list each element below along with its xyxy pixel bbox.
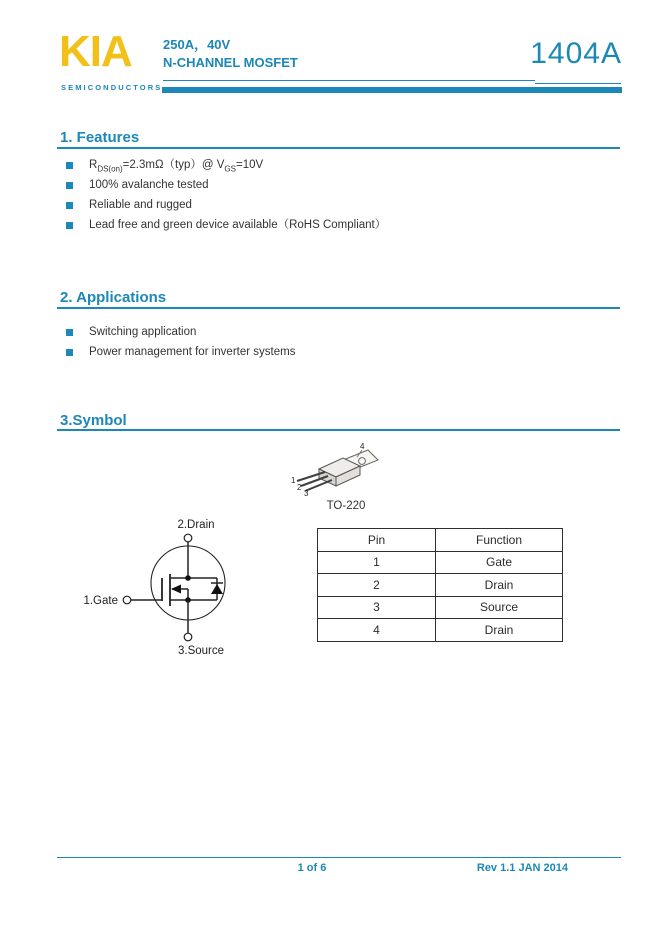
table-row [318,551,563,574]
function-cell: Drain [436,574,563,597]
package-name-label: TO-220 [326,500,366,512]
drain-label: 2.Drain [177,519,215,531]
pin-cell: 4 [318,619,436,642]
function-column-header: Function [436,529,563,552]
pin4-number: 4 [360,442,365,451]
features-rule [57,147,620,149]
feature-text: Lead free and green device available（RoHS Compliant） [89,219,387,231]
page-number: 1 of 6 [297,862,327,874]
bullet-square-icon [66,182,73,189]
bullet-square-icon [66,349,73,356]
drain-node-dot [185,575,191,581]
part-number-underline [535,83,621,84]
feature-text: 100% avalanche tested [89,179,209,191]
table-row [318,574,563,597]
gate-label: 1.Gate [83,595,118,607]
device-description [163,36,298,72]
feature-item-rdson [60,158,386,178]
part-number: 1404A [530,37,622,70]
bullet-square-icon [66,329,73,336]
bullet-square-icon [66,222,73,229]
pin-column-header: Pin [318,529,436,552]
table-row [318,619,563,642]
function-cell: Gate [436,551,563,574]
logo-subtitle: SEMICONDUCTORS [61,83,163,92]
application-item [60,325,295,345]
mounting-hole [359,458,366,465]
pin3-number: 3 [304,489,309,498]
applications-title: 2. Applications [60,289,167,306]
device-type: N-CHANNEL MOSFET [163,55,298,70]
bullet-square-icon [66,202,73,209]
symbol-rule [57,429,620,431]
application-text: Power management for inverter systems [89,346,296,358]
source-terminal [184,633,192,641]
applications-list [60,325,295,365]
drain-terminal [184,534,192,542]
mosfet-symbol-figure [78,516,293,666]
device-rating: 250A，40V [163,37,231,52]
table-header-row [318,529,563,552]
application-text: Switching application [89,326,197,338]
features-title: 1. Features [60,129,140,146]
application-item [60,345,295,365]
feature-text: Reliable and rugged [89,199,192,211]
footer-rule [57,857,621,858]
function-cell: Drain [436,619,563,642]
header-thin-rule [163,80,535,81]
kia-logo: KIA [59,27,132,76]
table-row [318,596,563,619]
feature-item [60,218,386,238]
feature-item [60,178,386,198]
pin1-number: 1 [291,476,296,485]
pin-cell: 2 [318,574,436,597]
revision-label: Rev 1.1 JAN 2014 [476,862,568,874]
body-arrow [171,585,181,594]
to220-package-figure [283,441,398,501]
feature-text: $R_{DS(on)}=2.3m\Omega(typ)@$ $V_{GS}=10V$ [89,159,264,174]
applications-rule [57,307,620,309]
source-label: 3.Source [177,645,225,657]
features-list [60,158,386,238]
function-cell: Source [436,596,563,619]
header-accent-bar [162,87,622,93]
symbol-title: 3.Symbol [60,412,127,429]
body-diode-triangle [211,584,223,594]
gate-terminal [123,596,131,604]
feature-item [60,198,386,218]
bullet-square-icon [66,162,73,169]
pin-cell: 1 [318,551,436,574]
pin2-number: 2 [297,483,302,492]
pin-cell: 3 [318,596,436,619]
pin-function-table [317,528,563,642]
lead-3 [305,480,332,491]
